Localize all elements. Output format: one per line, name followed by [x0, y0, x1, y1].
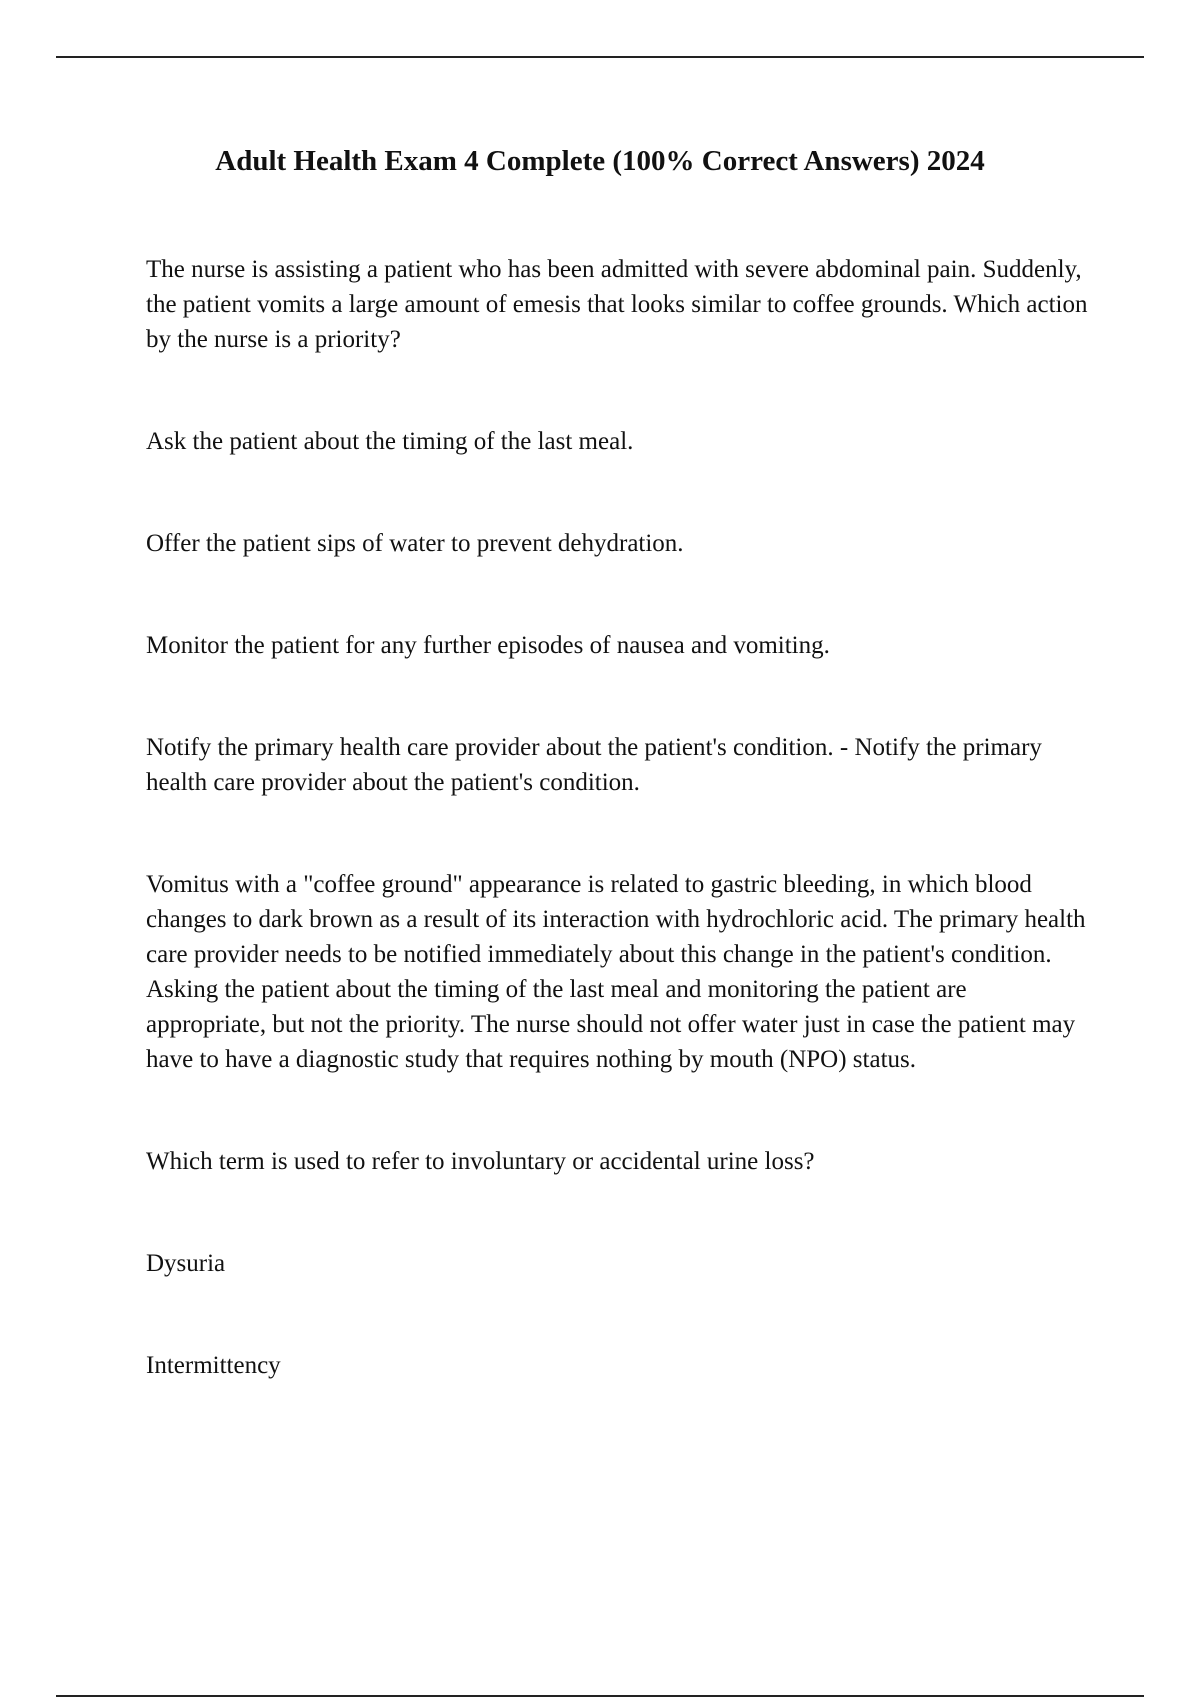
question-2-stem: Which term is used to refer to involuntary or accidental urine loss? — [146, 1148, 815, 1175]
header-rule — [56, 56, 1144, 58]
question-2-option-b: Intermittency — [146, 1352, 281, 1379]
question-1-stem: The nurse is assisting a patient who has been admitted with severe abdominal pain. Suddenly, the patient vomits a large amount of emesis that looks similar to coffee grounds. Which action by the nurse is a priority? — [146, 256, 1088, 353]
document-body — [146, 252, 1090, 1450]
question-1-option-b: Offer the patient sips of water to prevent dehydration. — [146, 530, 684, 557]
question-1-rationale: Vomitus with a "coffee ground" appearance is related to gastric bleeding, in which blood changes to dark brown as a result of its interaction with hydrochloric acid. The primary health care provider needs to be notified immediately about this change in the patient's condition. Asking the patient about the timing of the last meal and monitoring the patient are appropriate, but not the priority. The nurse should not offer water just in case the patient may have to have a diagnostic study that requires nothing by mouth (NPO) status. — [146, 871, 1086, 1073]
question-1-option-d-answer: Notify the primary health care provider about the patient's condition. - Notify the primary health care provider about the patient's condition. — [146, 734, 1042, 796]
document-title: Adult Health Exam 4 Complete (100% Correct Answers) 2024 — [215, 145, 985, 177]
question-1-option-a: Ask the patient about the timing of the last meal. — [146, 428, 634, 455]
footer-rule — [56, 1695, 1144, 1697]
question-2-option-a: Dysuria — [146, 1250, 226, 1277]
question-1-option-c: Monitor the patient for any further episodes of nausea and vomiting. — [146, 632, 830, 659]
